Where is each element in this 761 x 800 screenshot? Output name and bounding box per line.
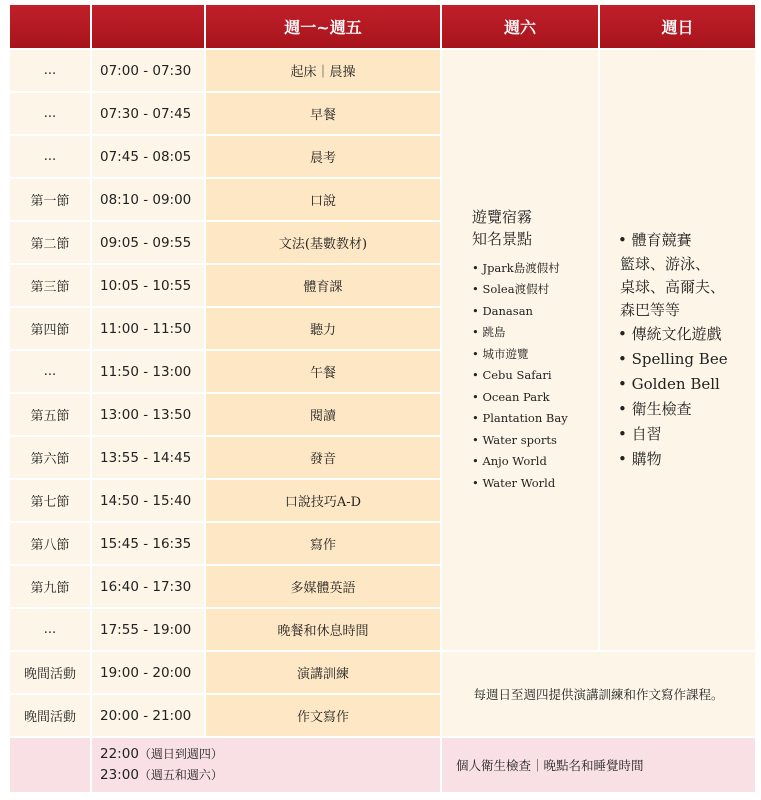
footer-note-2: （週五和週六）: [138, 768, 223, 782]
header-weekday: 週一~週五: [206, 5, 440, 48]
period-cell: 第五節: [10, 394, 90, 435]
activity-cell: 寫作: [206, 523, 440, 564]
time-cell: 07:00 - 07:30: [92, 50, 204, 91]
period-cell: 第二節: [10, 222, 90, 263]
list-item: • Water sports: [472, 430, 598, 452]
sunday-sub: 籃球、游泳、: [620, 255, 711, 273]
header-saturday: 週六: [442, 5, 598, 48]
list-item: • Ocean Park: [472, 387, 598, 409]
activity-cell: 聽力: [206, 308, 440, 349]
header-period: [10, 5, 90, 48]
time-cell: 11:50 - 13:00: [92, 351, 204, 392]
list-item: • 跳島: [472, 322, 598, 344]
header-sunday: 週日: [600, 5, 755, 48]
activity-cell: 多媒體英語: [206, 566, 440, 607]
time-cell: 19:00 - 20:00: [92, 652, 204, 693]
activity-cell: 口說: [206, 179, 440, 220]
sunday-sub: 桌球、高爾夫、: [620, 278, 726, 296]
time-cell: 09:05 - 09:55: [92, 222, 204, 263]
sunday-item: • Golden Bell: [618, 372, 755, 397]
list-item: • 城市遊覽: [472, 344, 598, 366]
activity-cell: 發音: [206, 437, 440, 478]
saturday-cell: [442, 50, 598, 650]
period-cell: ...: [10, 609, 90, 650]
sunday-item: • 傳統文化遊戲: [618, 322, 755, 347]
list-item: • Plantation Bay: [472, 408, 598, 430]
activity-cell: 體育課: [206, 265, 440, 306]
header-time: [92, 5, 204, 48]
time-cell: 17:55 - 19:00: [92, 609, 204, 650]
footer-row: [10, 738, 755, 792]
period-cell: ...: [10, 351, 90, 392]
footer-time-1: 22:00: [100, 746, 139, 762]
footer-message: 個人衛生檢查｜晚點名和睡覺時間: [442, 738, 755, 792]
time-cell: 10:05 - 10:55: [92, 265, 204, 306]
sunday-item: • 自習: [618, 422, 755, 447]
list-item: • Solea渡假村: [472, 279, 598, 301]
footer-note-1: （週日到週四）: [138, 747, 223, 761]
period-cell: 第七節: [10, 480, 90, 521]
activity-cell: 午餐: [206, 351, 440, 392]
period-cell: ...: [10, 50, 90, 91]
time-cell: 16:40 - 17:30: [92, 566, 204, 607]
header-row: [10, 5, 755, 48]
saturday-title-2: 知名景點: [472, 229, 533, 248]
time-cell: 13:55 - 14:45: [92, 437, 204, 478]
activity-cell: 早餐: [206, 93, 440, 134]
list-item: • Cebu Safari: [472, 365, 598, 387]
footer-time-2: 23:00: [100, 767, 139, 783]
activity-cell: 起床｜晨操: [206, 50, 440, 91]
time-cell: 20:00 - 21:00: [92, 695, 204, 736]
activity-cell: 演講訓練: [206, 652, 440, 693]
activity-cell: 口說技巧A-D: [206, 480, 440, 521]
list-item: • Jpark島渡假村: [472, 258, 598, 280]
sunday-item: • 購物: [618, 447, 755, 472]
saturday-list: [472, 258, 598, 495]
period-cell: ...: [10, 93, 90, 134]
time-cell: 13:00 - 13:50: [92, 394, 204, 435]
period-cell: 第四節: [10, 308, 90, 349]
sunday-cell: [600, 50, 755, 650]
schedule-table: [8, 3, 757, 794]
activity-cell: 晚餐和休息時間: [206, 609, 440, 650]
saturday-title-1: 遊覽宿霧: [472, 207, 533, 226]
list-item: • Danasan: [472, 301, 598, 323]
time-cell: 07:30 - 07:45: [92, 93, 204, 134]
activity-cell: 晨考: [206, 136, 440, 177]
sunday-item: • 體育競賽: [618, 228, 755, 253]
time-cell: 08:10 - 09:00: [92, 179, 204, 220]
footer-period-cell: [10, 738, 90, 792]
activity-cell: 作文寫作: [206, 695, 440, 736]
sunday-item: • 衛生檢查: [618, 397, 755, 422]
period-cell: 第三節: [10, 265, 90, 306]
period-cell: 晚間活動: [10, 695, 90, 736]
table-row: [10, 652, 755, 693]
sunday-item: • Spelling Bee: [618, 347, 755, 372]
table-row: [10, 50, 755, 91]
evening-note: 每週日至週四提供演講訓練和作文寫作課程。: [442, 652, 755, 736]
time-cell: 15:45 - 16:35: [92, 523, 204, 564]
list-item: • Anjo World: [472, 451, 598, 473]
period-cell: 第九節: [10, 566, 90, 607]
time-cell: 14:50 - 15:40: [92, 480, 204, 521]
period-cell: 第一節: [10, 179, 90, 220]
period-cell: 晚間活動: [10, 652, 90, 693]
sunday-sub: 森巴等等: [620, 301, 681, 319]
period-cell: ...: [10, 136, 90, 177]
time-cell: 11:00 - 11:50: [92, 308, 204, 349]
list-item: • Water World: [472, 473, 598, 495]
time-cell: 07:45 - 08:05: [92, 136, 204, 177]
period-cell: 第六節: [10, 437, 90, 478]
period-cell: 第八節: [10, 523, 90, 564]
footer-times: [92, 738, 440, 792]
activity-cell: 文法(基數教材): [206, 222, 440, 263]
activity-cell: 閱讀: [206, 394, 440, 435]
